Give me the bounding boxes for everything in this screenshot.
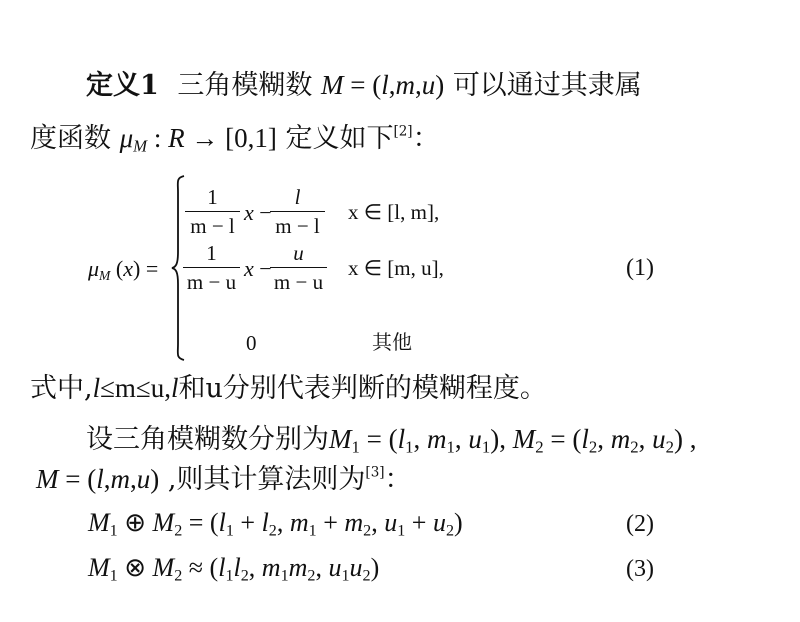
equation2-number: (2) [626, 511, 654, 537]
case2-condition: x ∈ [m, u], [348, 256, 444, 280]
definition-colon: ： [412, 123, 440, 154]
case2-fraction-2 [270, 243, 327, 293]
case1-fraction-2 [270, 187, 325, 237]
equation3: $M_1$ ⊗ $M_2 \approx (l_1l_2$, $m_1m_2$, $u_1u_2$) [88, 553, 380, 585]
case3-condition: 其他 [372, 330, 412, 354]
operation-intro-tail: ,则其计算法则为 [167, 464, 366, 495]
definition-line-2 [30, 125, 440, 155]
fraction-bar [183, 267, 240, 268]
case2-frac1-num: 1 [206, 241, 217, 265]
m1-m2-definition: $M_1 = (l_1$, $m_1$, $u_1$), $M_2 = (l_2$, $m_2$, $u_2$) , [329, 424, 697, 457]
operation-colon: ： [384, 464, 412, 495]
reference-3: [3] [365, 464, 385, 481]
case1-frac2-den: m − l [275, 214, 320, 238]
case2-x-minus: x − [244, 256, 272, 281]
case1-fraction-1 [185, 187, 240, 237]
case2-frac2-den: m − u [273, 270, 324, 294]
definition-line2-a: 度函数 [30, 123, 111, 154]
case2-frac1-den: m − u [186, 270, 237, 294]
definition-line2-b: 定义如下 [285, 123, 394, 154]
operation-intro-text: 设三角模糊数分别为 [86, 424, 329, 455]
case1-frac2-num: l [294, 185, 301, 209]
equation1-number: (1) [626, 255, 654, 281]
explanation-prefix: 式中, [30, 373, 93, 404]
fraction-bar [185, 211, 240, 212]
fraction-bar [270, 211, 325, 212]
operation-intro-line-1 [86, 426, 696, 456]
reference-2: [2] [393, 123, 413, 140]
operation-intro-line-2 [36, 466, 412, 493]
definition-label: 定义1 [86, 70, 159, 101]
order-condition: l≤m≤u,l [92, 373, 179, 403]
equation2: $M_1$ ⊕ $M_2 = (l_1 + l_2$, $m_1 + m_2$, $u_1 + u_2$) [88, 508, 463, 540]
triangular-number-symbol: M = (l,m,u) [320, 70, 445, 100]
m-definition: M = (l,m,u) [36, 464, 160, 494]
equation3-number: (3) [626, 556, 654, 582]
membership-function-symbol: $\mu_M$ : R → [0,1] [119, 123, 277, 156]
case1-condition: x ∈ [l, m], [348, 200, 440, 224]
equation1-lhs: $\mu_M$ (x) = [88, 256, 159, 283]
case3-value: 0 [246, 331, 257, 355]
definition-line-1 [86, 72, 642, 99]
definition-lead: 三角模糊数 [177, 70, 313, 101]
explanation-tail: 和u分别代表判断的模糊程度。 [178, 373, 547, 404]
case2-fraction-1 [183, 243, 240, 293]
case2-frac2-num: u [293, 241, 304, 265]
case1-frac1-den: m − l [190, 214, 235, 238]
case1-frac1-num: 1 [207, 185, 218, 209]
definition-tail: 可以通过其隶属 [452, 70, 642, 101]
fraction-bar [270, 267, 327, 268]
case1-x-minus: x − [244, 200, 272, 225]
explanation-line [30, 375, 547, 402]
